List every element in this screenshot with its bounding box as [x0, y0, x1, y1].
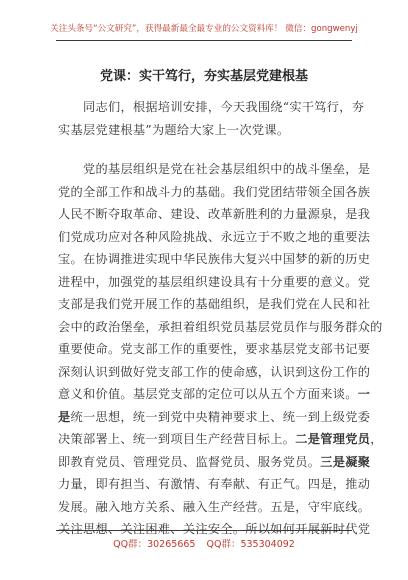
text-line: 们党成功应对各种风险挑战、永远立于不败之地的重要法 — [58, 229, 371, 244]
text-line: 决策部署上、统一到项目生产经营目标上。二是管理党员， — [58, 432, 383, 446]
text-line: 宝。在协调推进实现中华民族伟大复兴中国梦的新的历史 — [58, 252, 371, 266]
footer-contact — [0, 536, 408, 550]
text-line: 党的基层组织是党在社会基层组织中的战斗堡垒，是 — [83, 162, 371, 176]
qq-group-2: QQ群：535304092 — [206, 539, 295, 550]
header-watermark-note: 关注头条号“公文研究”，获得最新最全最专业的公文资料库！ 微信：gongwenyj — [50, 24, 358, 34]
text-line: 人民不断夺取革命、建设、改革新胜利的力量源泉，是我 — [58, 207, 371, 221]
text-line: 深刻认识到做好党支部工作的使命感，认识到这份工作的 — [58, 364, 371, 379]
text-line: 意义和价值。基层党支部的定位可以从五个方面来谈。一 — [58, 387, 371, 401]
text-line: 实基层党建根基”为题给大家上一次党课。 — [58, 122, 290, 137]
text-line: 发展。融入地方关系、融入生产经营。五是，守牢底线。 — [58, 499, 371, 514]
text-line: 支部是我们党开展工作的基础组织，是我们党在人民和社 — [58, 297, 371, 311]
qq-group-1: QQ群：30265665 — [113, 539, 196, 550]
text-line: 力量，即有担当、有激情、有奉献、有正气。四是，推动 — [58, 477, 371, 491]
text-line: 即教育党员、管理党员、监督党员、服务党员。三是凝聚 — [58, 454, 371, 469]
text-line: 重要使命。党支部工作的重要性，要求基层党支部书记要 — [58, 342, 371, 356]
text-line: 会中的政治堡垒，承担着组织党员基层党员作与服务群众的 — [58, 319, 383, 334]
footer-divider — [56, 530, 352, 531]
text-line: 进程中，加强党的基层组织建设具有十分重要的意义。党 — [58, 274, 371, 289]
text-line: 党的全部工作和战斗力的基础。我们党团结带领全国各族 — [58, 184, 371, 199]
header-divider — [56, 40, 352, 41]
text-line: 同志们，根据培训安排，今天我围绕“实干笃行，夯 — [83, 100, 365, 114]
document-title: 党课：实干笃行，夯实基层党建根基 — [99, 69, 308, 84]
intro-paragraph — [58, 96, 365, 141]
body-paragraph — [58, 158, 383, 541]
text-line: 是统一思想，统一到党中央精神要求上、统一到上级党委 — [58, 409, 371, 424]
text-line: 关注思想、关注困难、关注安全。所以如何开展新时代党 — [58, 522, 371, 536]
